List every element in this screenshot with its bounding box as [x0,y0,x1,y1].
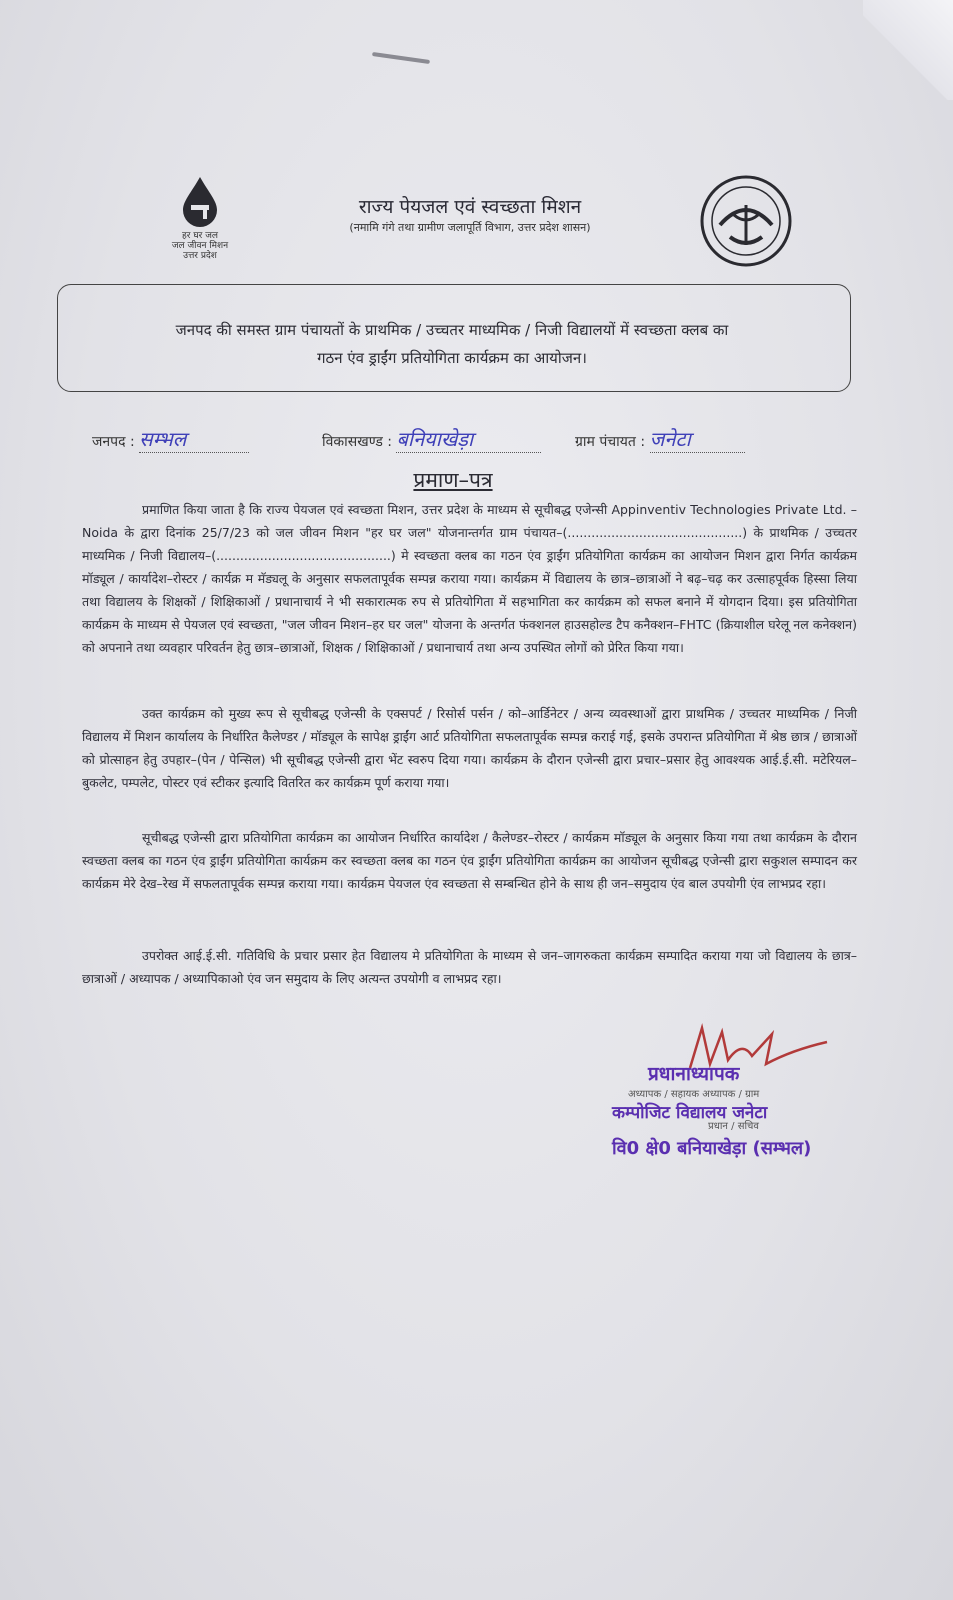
up-government-emblem-icon [700,175,792,267]
subject-line-1: जनपद की समस्त ग्राम पंचायतों के प्राथमिक / उच्चतर माध्यमिक / निजी विद्यालयों में स्वच्छता क्लब का [175,321,729,339]
mission-title: राज्य पेयजल एवं स्वच्छता मिशन [358,196,582,218]
mission-subtitle: (नमामि गंगे तथा ग्रामीण जलापूर्ति विभाग, उत्तर प्रदेश शासन) [349,221,591,234]
certificate-title: प्रमाण–पत्र [413,468,493,492]
subject-line-2: गठन एंव ड्राईंग प्रतियोगिता कार्यक्रम का आयोजन। [317,349,587,367]
gram-panchayat-label: ग्राम पंचायत : [575,434,646,450]
jal-jeevan-mission-logo [165,175,235,261]
folded-corner [863,0,953,100]
paragraph-1: प्रमाणित किया जाता है कि राज्य पेयजल एवं स्वच्छता मिशन, उत्तर प्रदेश के माध्यम से सूचीबद्ध एजेन्सी Appinventiv Technologies Private Ltd. – Noida के द्वारा दिनांक 25/7/23 को जल जीवन मिशन "हर घर जल" योजनान्तर्गत ग्राम पंचायत–(............................................) के प्राथमिक / उच्चतर माध्यमिक / निजी विद्यालय–(............................................) मे स्वच्छता क्लब का गठन एंव ड्राईंग प्रतियोगिता कार्यक्रम का आयोजन मिशन द्वारा निर्गत कार्यक्रम मॉड्यूल / कार्यादेश–रोस्टर / कार्यक्र म मॅड्यलू के अनुसार सफलतापूर्वक सम्पन्न कराया गया। कार्यक्रम में विद्यालय के छात्र–छात्राओं ने बढ़–चढ़ कर उत्साहपूर्वक हिस्सा लिया तथा विद्यालय के शिक्षकों / शिक्षिकाओं / प्रधानाचार्य ने भी सकारात्मक रुप से प्रतियोगिता में सहभागिता कर कार्यक्रम को सफल बनाने में योगदान दिया। इस प्रतियोगिता कार्यक्रम के माध्यम से पेयजल एवं स्वच्छता, "जल जीवन मिशन–हर घर जल" योजना के अन्तर्गत फंक्शनल हाउसहोल्ड टैप कनैक्शन–FHTC (क्रियाशील घरेलू नल कनेक्शन) को अपनाने तथा व्यवहार परिवर्तन हेतु छात्र–छात्राओं, शिक्षक / शिक्षिकाओं / प्रधानाचार्य तथा अन्य उपस्थित लोगों को प्रेरित किया गया। [82,502,857,655]
paragraph-2: उक्त कार्यक्रम को मुख्य रूप से सूचीबद्ध एजेन्सी के एक्सपर्ट / रिसोर्स पर्सन / को–आर्डिनेटर / अन्य व्यवस्थाओं द्वारा प्राथमिक / उच्चतर माध्यमिक / निजी विद्यालय में मिशन कार्यालय के निर्धारित कैलेण्डर / मॉड्यूल के सापेक्ष ड्राईंग आर्ट प्रतियोगिता सफलतापूर्वक सम्पन्न कराई गई, इसके उपरान्त प्रतियोगिता में श्रेष्ठ छात्र / छात्राओं को प्रोत्साहन हेतु उपहार–(पेन / पेन्सिल) भी सूचीबद्ध एजेन्सी द्वारा भेंट स्वरुप दिया गया। कार्यक्रम के दौरान एजेन्सी द्वारा प्रचार–प्रसार हेतु आवश्यक आई.ई.सी. मटेरियल–बुकलेट, पम्पलेट, पोस्टर एवं स्टीकर इत्यादि वितरित कर कार्यक्रम पूर्ण कराया गया। [82,706,857,790]
janpad-label: जनपद : [92,434,135,450]
stamp-block-address: वि0 क्षे0 बनियाखेड़ा (सम्भल) [612,1138,812,1159]
stamp-designation: प्रधानाध्यापक [648,1063,740,1085]
subject-text [62,316,842,372]
staple-mark [372,52,430,64]
printed-designation: अध्यापक / सहायक अध्यापक / ग्राम [628,1089,760,1100]
printed-designation-2: प्रधान / सचिव [708,1121,759,1132]
gram-panchayat-field [575,425,745,453]
paragraph-3: सूचीबद्ध एजेन्सी द्वारा प्रतियोगिता कार्यक्रम का आयोजन निर्धारित कार्यादेश / कैलेण्डर–रोस्टर / कार्यक्रम मॉड्यूल के अनुसार किया गया तथा कार्यक्रम के दौरान स्वच्छता क्लब का गठन एंव ड्राईंग प्रतियोगिता कार्यक्रम कर स्वच्छता क्लब का गठन एंव ड्राईंग प्रतियोगिता कार्यक्रम का आयोजन सूचीबद्ध एजेन्सी द्वारा सकुशल सम्पादन कर कार्यक्रम मेरे देख–रेख में सफलतापूर्वक सम्पन्न कराया गया। कार्यक्रम पेयजल एंव स्वच्छता से सम्बन्धित होने के साथ ही जन–समुदाय एंव बाल उपयोगी एंव लाभप्रद रहा। [82,830,857,891]
vikaskhand-value: बनियाखेड़ा [396,425,541,453]
vikaskhand-label: विकासखण्ड : [322,434,393,450]
paragraph-4: उपरोक्त आई.ई.सी. गतिविधि के प्रचार प्रसार हेत विद्यालय मे प्रतियोगिता के माध्यम से जन–जागरुकता कार्यक्रम सम्पादित कराया गया जो विद्यालय के छात्र–छात्राओं / अध्यापक / अध्यापिकाओ एंव जन समुदाय के लिए अत्यन्त उपयोगी व लाभप्रद रहा। [82,948,857,986]
janpad-value: सम्भल [139,425,249,453]
logo-caption: हर घर जल जल जीवन मिशन उत्तर प्रदेश [171,231,229,261]
vikaskhand-field [322,425,541,453]
janpad-field [92,425,249,453]
gram-panchayat-value: जनेटा [650,425,745,453]
stamp-school-name: कम्पोजिट विद्यालय जनेटा [612,1103,768,1123]
water-drop-icon [177,175,223,227]
